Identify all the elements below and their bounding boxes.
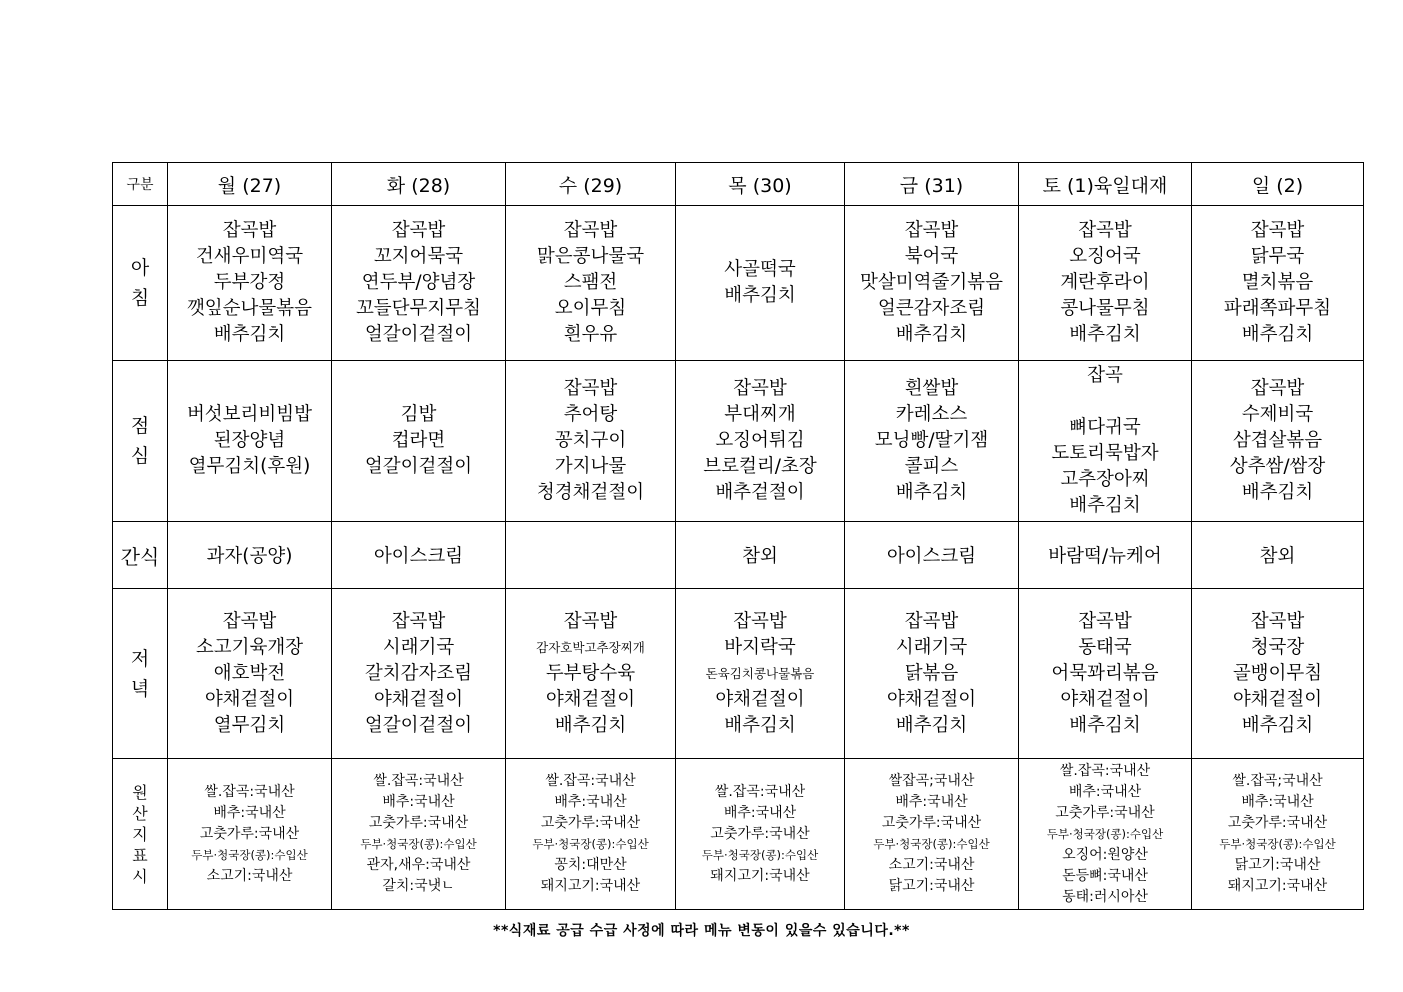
menu-item: 오이무침 [554,298,627,319]
menu-item: 된장양념 [213,430,286,451]
origin-item: 배추:국내산 [382,794,455,810]
menu-item: 청경채겉절이 [536,482,645,503]
menu-item: 청국장 [1250,636,1305,658]
menu-item: 배추김치 [1069,714,1141,736]
menu-item: 도토리묵밥자 [1051,443,1159,464]
menu-item: 열무김치 [213,714,286,736]
menu-item: 콩나물무침 [1060,298,1150,319]
lunch-cell-mon [168,361,332,522]
menu-item: 수제비국 [1241,404,1314,425]
origin-item: 배추:국내산 [213,804,286,821]
snack-cell-sun: 참외 [1192,522,1364,589]
origin-label-char: 시 [132,866,148,886]
snack-label: 간식 [113,522,168,589]
menu-item: 시래기국 [382,636,455,658]
breakfast-cell-sun [1192,206,1364,361]
menu-item: 감자호박고추장찌개 [536,639,645,655]
origin-item: 소고기:국내산 [888,857,975,873]
menu-item: 배추김치 [895,482,968,503]
menu-item: 야채겉절이 [545,688,636,710]
menu-item: 얼갈이겉절이 [364,324,473,345]
menu-item: 깻잎순나물볶음 [186,298,313,319]
snack-cell-thu: 참외 [676,522,845,589]
origin-item: 배추:국내산 [723,804,797,821]
origin-cell-sun [1192,759,1364,910]
menu-item: 잡곡밥 [222,610,277,632]
menu-item: 부대찌개 [724,404,796,425]
origin-label-char: 산 [132,803,148,823]
origin-item: 쌀.잡곡:국내산 [545,773,636,789]
lunch-cell-sun [1192,361,1364,522]
day-header-mon: 월 (27) [168,163,332,206]
breakfast-label [113,206,168,361]
menu-item: 흰우유 [563,324,618,345]
menu-item: 두부강정 [213,272,286,293]
dinner-cell-tue [332,589,506,759]
menu-item: 가지나물 [554,456,627,477]
origin-item: 배추:국내산 [895,794,968,810]
menu-item: 야채겉절이 [886,688,977,710]
day-header-sat: 토 (1)육일대재 [1019,163,1192,206]
lunch-label [113,361,168,522]
breakfast-cell-mon [168,206,332,361]
footer-notice: **식재료 공급 수급 사정에 따라 메뉴 변동이 있을수 있습니다.** [493,923,910,939]
breakfast-cell-tue [332,206,506,361]
origin-item: 고춧가루:국내산 [1227,815,1328,831]
menu-item: 배추김치 [895,324,968,345]
day-header-wed: 수 (29) [506,163,676,206]
menu-item: 북어국 [904,246,959,267]
snack-cell-mon: 과자(공양) [168,522,332,589]
menu-item: 김밥 [400,404,437,425]
lunch-cell-thu [676,361,845,522]
menu-item: 삼겹살볶음 [1232,430,1323,451]
menu-item: 카레소스 [895,404,968,425]
breakfast-cell-wed [506,206,676,361]
breakfast-cell-sat [1019,206,1192,361]
menu-item: 잡곡밥 [391,220,446,241]
menu-item: 컵라면 [391,430,446,451]
menu-item: 배추김치 [1241,714,1314,736]
dinner-label-char: 저 [130,647,150,670]
origin-item: 두부·청국장(콩):수입산 [1219,837,1336,851]
origin-item: 쌀.잡곡:국내산 [1059,762,1151,779]
menu-item [1019,389,1191,415]
menu-item: 닭볶음 [904,662,959,684]
origin-item: 돈등뼈:국내산 [1062,867,1148,884]
menu-item: 배추김치 [1069,495,1141,516]
menu-item: 야채겉절이 [1060,688,1150,710]
menu-item: 야채겉절이 [204,688,295,710]
origin-item: 쌀.잡곡:국내산 [373,773,464,789]
menu-item: 건새우미역국 [195,246,304,267]
dinner-row [113,589,1364,759]
origin-item: 배추:국내산 [1068,783,1142,800]
menu-item: 추어탕 [563,404,618,425]
origin-item: 소고기:국내산 [206,867,293,884]
origin-item: 돼지고기:국내산 [540,878,641,894]
header-label: 구분 [113,163,168,206]
origin-item: 돼지고기:국내산 [1227,878,1328,894]
origin-cell-thu [676,759,845,910]
origin-item: 두부·청국장(콩):수입산 [360,837,477,851]
origin-row [113,759,1364,910]
menu-item: 돈육김치콩나물볶음 [705,665,815,681]
menu-item: 골뱅이무침 [1232,662,1323,684]
menu-item: 잡곡밥 [904,610,959,632]
origin-item: 두부·청국장(콩):수입산 [191,847,308,862]
menu-item: 배추김치 [554,714,627,736]
menu-item: 야채겉절이 [373,688,464,710]
menu-item: 잡곡밥 [733,610,787,632]
menu-item: 갈치감자조림 [364,662,473,684]
menu-item: 계란후라이 [1060,272,1150,293]
dinner-label [113,589,168,759]
lunch-cell-sat [1019,361,1192,522]
menu-item: 배추김치 [895,714,968,736]
day-header-fri: 금 (31) [845,163,1019,206]
origin-cell-mon [168,759,332,910]
origin-item: 두부·청국장(콩):수입산 [532,837,649,851]
origin-item: 고춧가루:국내산 [199,825,300,842]
origin-item: 쌀.잡곡:국내산 [204,783,295,800]
menu-item: 뼈다귀국 [1069,417,1141,438]
menu-item: 배추김치 [1241,324,1314,345]
origin-item: 고춧가루:국내산 [368,815,469,831]
menu-item: 맛살미역줄기볶음 [860,272,1003,293]
origin-cell-wed [506,759,676,910]
menu-item: 배추김치 [213,324,286,345]
origin-item: 동태:러시아산 [1062,888,1148,905]
menu-item: 야채겉절이 [1232,688,1323,710]
menu-item: 배추겉절이 [715,482,805,503]
menu-item: 잡곡밥 [904,220,959,241]
menu-item: 고추장아찌 [1060,469,1150,490]
dinner-cell-mon [168,589,332,759]
menu-item: 애호박전 [213,662,286,684]
breakfast-label-char: 아 [130,257,150,279]
origin-item: 배추:국내산 [1241,794,1314,810]
dinner-cell-sat [1019,589,1192,759]
origin-item: 쌀.잡곡:국내산 [714,783,806,800]
menu-item: 바지락국 [724,636,796,658]
origin-item: 고춧가루:국내산 [710,825,810,842]
menu-item: 멸치볶음 [1241,272,1314,293]
day-header-tue: 화 (28) [332,163,506,206]
origin-label-char: 표 [132,845,148,865]
menu-item: 잡곡밥 [563,220,618,241]
lunch-cell-wed [506,361,676,522]
menu-item: 배추김치 [724,714,796,736]
snack-cell-wed [506,522,676,589]
menu-item: 잡곡밥 [222,220,277,241]
snack-row [113,522,1364,589]
menu-item: 사골떡국 [724,259,796,280]
lunch-cell-tue [332,361,506,522]
breakfast-row [113,206,1364,361]
menu-item: 동태국 [1078,636,1132,658]
snack-cell-tue: 아이스크림 [332,522,506,589]
origin-item: 닭고기:국내산 [888,878,975,894]
origin-item: 두부·청국장(콩):수입산 [1046,826,1164,841]
origin-label [113,759,168,910]
origin-item: 두부·청국장(콩):수입산 [873,837,990,851]
menu-item: 스팸전 [563,272,618,293]
dinner-cell-thu [676,589,845,759]
menu-item: 배추김치 [1069,324,1141,345]
menu-item: 모닝빵/딸기잼 [874,430,989,451]
dinner-cell-sun [1192,589,1364,759]
snack-cell-fri: 아이스크림 [845,522,1019,589]
menu-item: 잡곡밥 [733,378,787,399]
menu-item: 잡곡밥 [1078,220,1132,241]
menu-item: 꼬지어묵국 [373,246,464,267]
origin-item: 오징어:원양산 [1062,846,1148,863]
origin-item: 갈치:국냇ㄴ [382,878,455,894]
menu-item: 연두부/양념장 [361,272,476,293]
menu-item: 잡곡밥 [563,610,618,632]
day-header-sun: 일 (2) [1192,163,1364,206]
menu-item: 얼갈이겉절이 [364,714,473,736]
origin-item: 배추:국내산 [554,794,627,810]
menu-item: 잡곡밥 [391,610,446,632]
menu-item: 꽁치구이 [554,430,627,451]
menu-item: 잡곡밥 [563,378,618,399]
weekly-menu-table [112,162,1364,910]
day-header-thu: 목 (30) [676,163,845,206]
dinner-cell-wed [506,589,676,759]
origin-cell-fri [845,759,1019,910]
origin-item: 두부·청국장(콩):수입산 [701,847,819,862]
origin-item: 돼지고기:국내산 [710,867,810,884]
lunch-label-char: 점 [130,415,150,437]
menu-item: 두부탕수육 [545,662,636,684]
menu-item: 닭무국 [1250,246,1305,267]
menu-item: 잡곡밥 [1250,378,1305,399]
origin-label-char: 원 [132,782,148,802]
dinner-label-char: 녁 [130,677,150,700]
origin-item: 쌀잡곡;국내산 [888,773,975,789]
menu-item: 어묵꽈리볶음 [1051,662,1159,684]
lunch-row [113,361,1364,522]
menu-item: 잡곡밥 [1250,220,1305,241]
menu-item: 야채겉절이 [715,688,805,710]
menu-item: 맑은콩나물국 [536,246,645,267]
menu-item: 꼬들단무지무침 [355,298,482,319]
menu-item: 잡곡 [1087,365,1123,386]
menu-item: 열무김치(후원) [188,456,311,477]
menu-item: 버섯보리비빔밥 [186,404,313,425]
dinner-cell-fri [845,589,1019,759]
menu-item: 오징어튀김 [715,430,805,451]
breakfast-label-char: 침 [130,287,150,309]
breakfast-cell-thu [676,206,845,361]
origin-item: 고춧가루:국내산 [1055,804,1155,821]
menu-item: 배추김치 [1241,482,1314,503]
menu-item: 잡곡밥 [1078,610,1132,632]
menu-item: 얼큰감자조림 [877,298,986,319]
origin-item: 닭고기:국내산 [1234,857,1321,873]
menu-item: 상추쌈/쌈장 [1229,456,1326,477]
menu-item: 콜피스 [904,456,959,477]
menu-item: 배추김치 [724,285,796,306]
origin-item: 고춧가루:국내산 [540,815,641,831]
menu-item: 얼갈이겉절이 [364,456,473,477]
header-row [113,163,1364,206]
origin-item: 쌀.잡곡;국내산 [1232,773,1323,789]
origin-item: 고춧가루:국내산 [881,815,982,831]
snack-cell-sat: 바람떡/뉴케어 [1019,522,1192,589]
menu-item: 파래쪽파무침 [1223,298,1332,319]
origin-cell-sat [1019,759,1192,910]
menu-item: 시래기국 [895,636,968,658]
origin-item: 관자,새우:국내산 [366,857,471,873]
origin-cell-tue [332,759,506,910]
origin-item: 꽁치:대만산 [554,857,627,873]
origin-label-char: 지 [132,824,148,844]
menu-item: 브로컬리/초장 [703,456,817,477]
menu-item: 소고기육개장 [195,636,304,658]
lunch-cell-fri [845,361,1019,522]
menu-item: 잡곡밥 [1250,610,1305,632]
menu-item: 흰쌀밥 [904,378,959,399]
lunch-label-char: 심 [130,445,150,467]
breakfast-cell-fri [845,206,1019,361]
menu-item: 오징어국 [1069,246,1141,267]
